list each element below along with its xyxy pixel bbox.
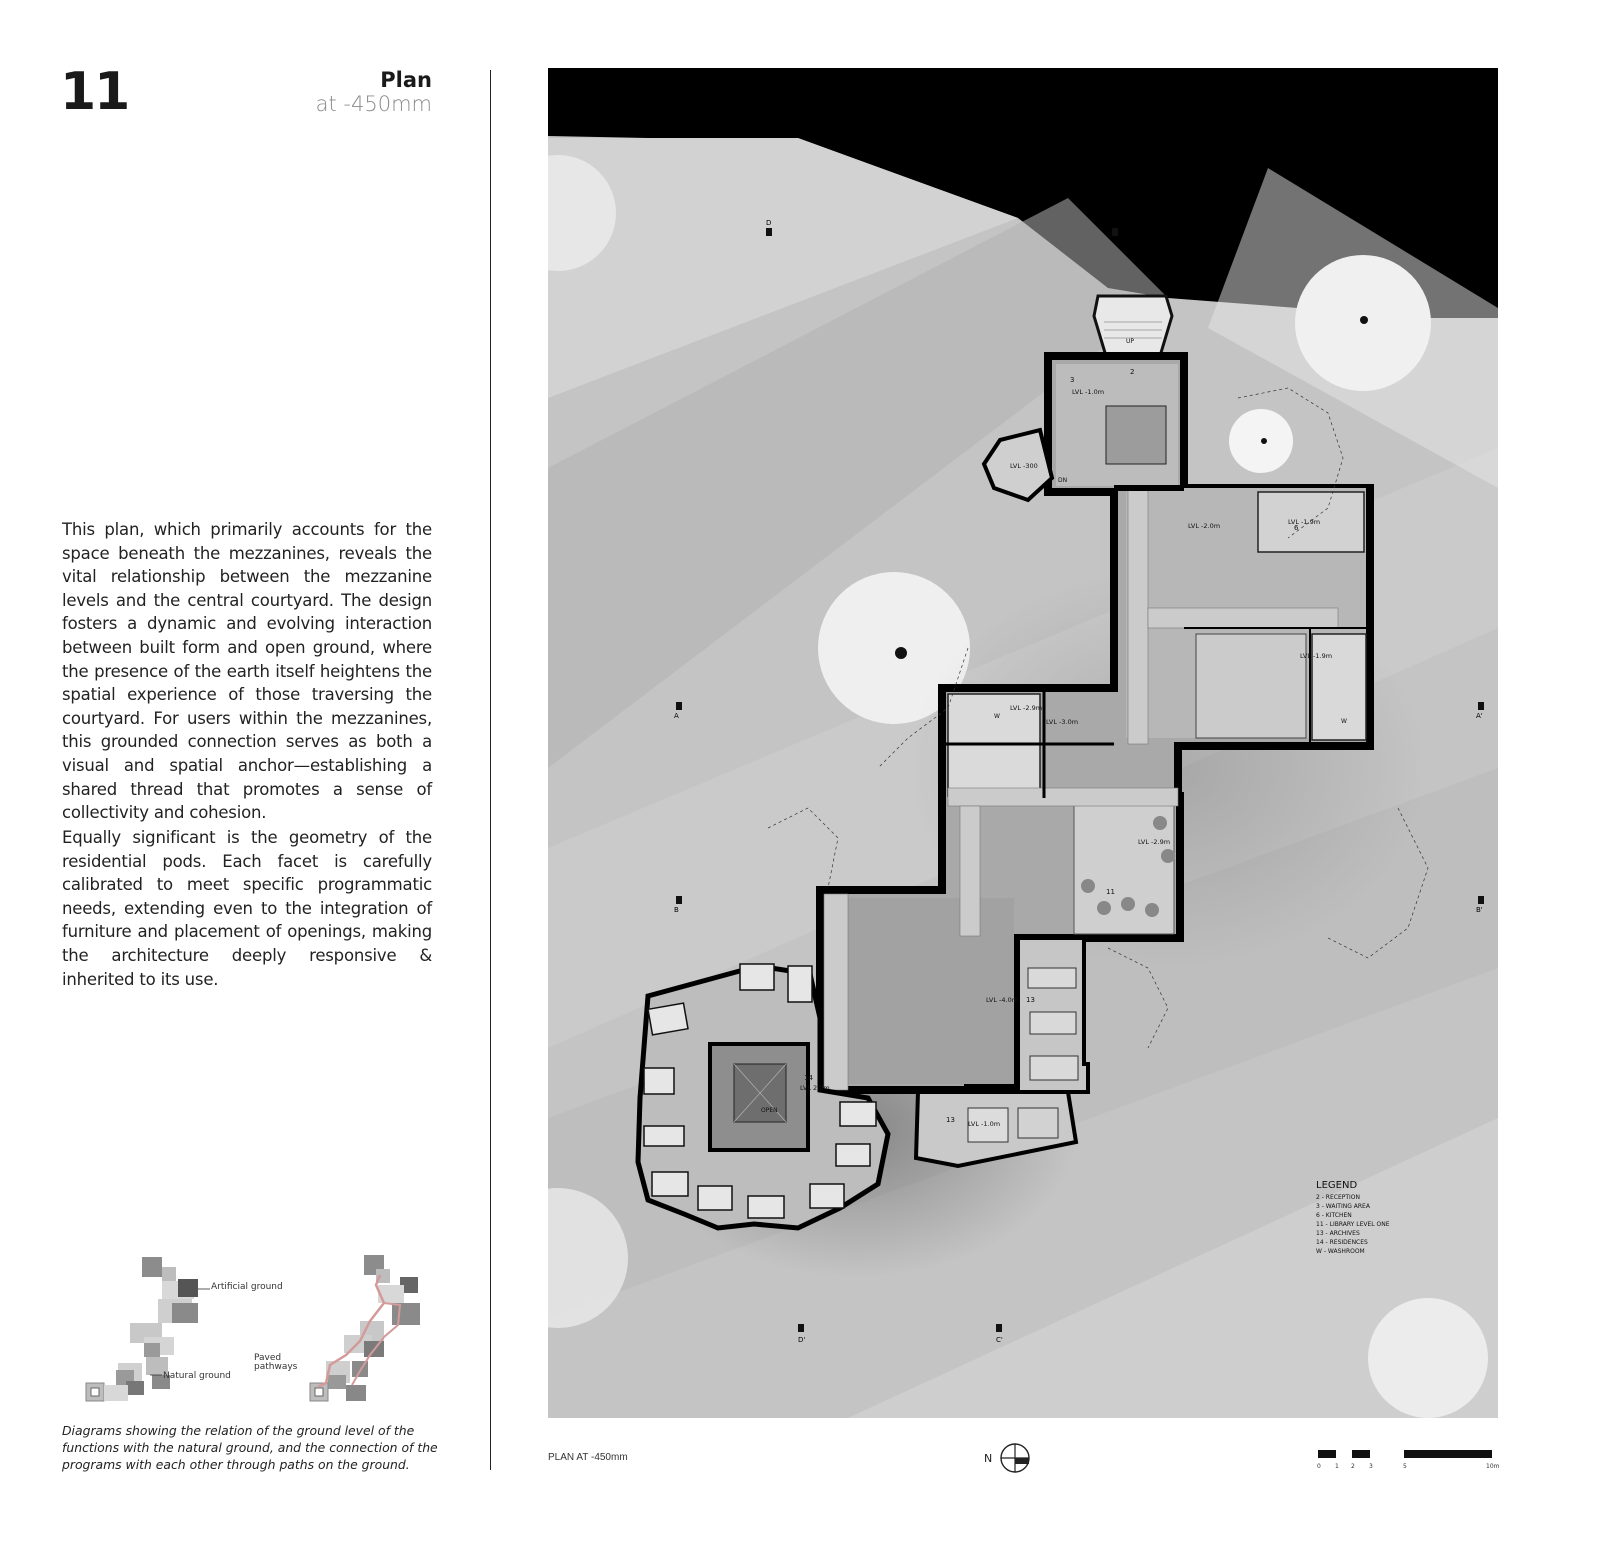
svg-text:LVL -1.0m: LVL -1.0m bbox=[1072, 388, 1105, 396]
scale-bar bbox=[1316, 1444, 1516, 1474]
svg-text:LVL 2.0m: LVL 2.0m bbox=[800, 1084, 830, 1092]
svg-text:D': D' bbox=[798, 1336, 806, 1344]
floor-plan-drawing bbox=[548, 68, 1498, 1418]
svg-text:LEGEND: LEGEND bbox=[1316, 1180, 1358, 1191]
diagram-caption: Diagrams showing the relation of the ground level of the functions with the natural ground, and the connection of the programs with each other through paths on the ground. bbox=[62, 1423, 438, 1472]
plan-subtitle: at -450mm bbox=[315, 92, 432, 116]
svg-text:LVL -1.9m: LVL -1.9m bbox=[1288, 518, 1321, 526]
plan-heading bbox=[316, 68, 432, 116]
svg-text:2: 2 bbox=[1351, 1463, 1355, 1470]
svg-text:13: 13 bbox=[1026, 996, 1035, 1004]
svg-text:11 - LIBRARY LEVEL ONE: 11 - LIBRARY LEVEL ONE bbox=[1316, 1221, 1390, 1228]
plan-title: Plan bbox=[380, 68, 432, 92]
svg-text:3 - WAITING AREA: 3 - WAITING AREA bbox=[1316, 1203, 1370, 1210]
entrance-vestibule bbox=[1094, 296, 1172, 356]
vertical-divider bbox=[490, 70, 491, 1470]
svg-text:6 - KITCHEN: 6 - KITCHEN bbox=[1316, 1212, 1352, 1219]
svg-text:2: 2 bbox=[1130, 368, 1135, 376]
svg-text:W: W bbox=[994, 713, 1000, 720]
svg-text:W - WASHROOM: W - WASHROOM bbox=[1316, 1248, 1365, 1255]
svg-text:LVL -2.9m: LVL -2.9m bbox=[1010, 704, 1043, 712]
svg-text:14 - RESIDENCES: 14 - RESIDENCES bbox=[1316, 1239, 1368, 1246]
label-natural-ground: Natural ground bbox=[163, 1371, 231, 1381]
svg-text:0: 0 bbox=[1317, 1463, 1321, 1470]
svg-text:LVL -4.0m: LVL -4.0m bbox=[986, 996, 1019, 1004]
svg-text:B: B bbox=[674, 906, 679, 914]
plan-footer-label: PLAN AT -450mm bbox=[548, 1452, 628, 1463]
description-paragraph-1: This plan, which primarily accounts for the space beneath the mezzanines, reveals the vital relationship between the mezzanine levels and the central courtyard. The design fosters a dynamic and evolving interaction between built form and open ground, where the presence of the earth itself heightens the spatial experience of those traversing the courtyard. For users within the mezzanines, this grounded connection serves as both a visual and spatial anchor—establishing a shared thread that promotes a sense of collectivity and cohesion. bbox=[62, 520, 432, 823]
svg-text:6: 6 bbox=[1294, 524, 1299, 532]
north-arrow bbox=[980, 1438, 1040, 1478]
svg-text:1: 1 bbox=[1335, 1463, 1339, 1470]
ground-diagrams bbox=[60, 1245, 460, 1415]
svg-text:A: A bbox=[674, 712, 679, 720]
svg-text:A': A' bbox=[1476, 712, 1483, 720]
description-paragraph-2: Equally significant is the geometry of the residential pods. Each facet is carefully calibrated to meet specific programmatic needs, extending even to the integration of furniture and placement of openings, making the architecture deeply responsive & inherited to its use. bbox=[62, 828, 432, 989]
svg-text:LVL -1.0m: LVL -1.0m bbox=[968, 1120, 1001, 1128]
svg-text:DN: DN bbox=[1058, 477, 1068, 484]
svg-text:W: W bbox=[1341, 718, 1347, 725]
svg-text:C: C bbox=[1112, 219, 1117, 227]
svg-text:B': B' bbox=[1476, 906, 1483, 914]
svg-text:10m: 10m bbox=[1486, 1463, 1500, 1470]
svg-text:13 - ARCHIVES: 13 - ARCHIVES bbox=[1316, 1230, 1360, 1237]
page-number: 11 bbox=[60, 62, 129, 122]
svg-text:LVL -2.9m: LVL -2.9m bbox=[1138, 838, 1171, 846]
svg-text:3: 3 bbox=[1369, 1463, 1373, 1470]
svg-text:D: D bbox=[766, 219, 772, 227]
svg-text:N: N bbox=[984, 1452, 993, 1465]
svg-text:3: 3 bbox=[1070, 376, 1075, 384]
svg-text:2 - RECEPTION: 2 - RECEPTION bbox=[1316, 1194, 1361, 1201]
svg-text:14: 14 bbox=[804, 1074, 813, 1082]
svg-text:LVL -2.0m: LVL -2.0m bbox=[1188, 522, 1221, 530]
svg-text:5: 5 bbox=[1403, 1463, 1407, 1470]
label-paved-pathways: Paved pathways bbox=[254, 1353, 298, 1372]
svg-text:UP: UP bbox=[1126, 338, 1135, 345]
svg-text:C': C' bbox=[996, 1336, 1003, 1344]
svg-text:13: 13 bbox=[946, 1116, 955, 1124]
svg-text:LVL -3.0m: LVL -3.0m bbox=[1046, 718, 1079, 726]
svg-text:OPEN: OPEN bbox=[761, 1107, 778, 1114]
paved-pathways-diagram bbox=[310, 1255, 420, 1401]
svg-text:LVL -300: LVL -300 bbox=[1010, 462, 1038, 470]
label-artificial-ground: Artificial ground bbox=[211, 1282, 283, 1292]
svg-text:LVL -1.9m: LVL -1.9m bbox=[1300, 652, 1333, 660]
svg-text:11: 11 bbox=[1106, 888, 1115, 896]
